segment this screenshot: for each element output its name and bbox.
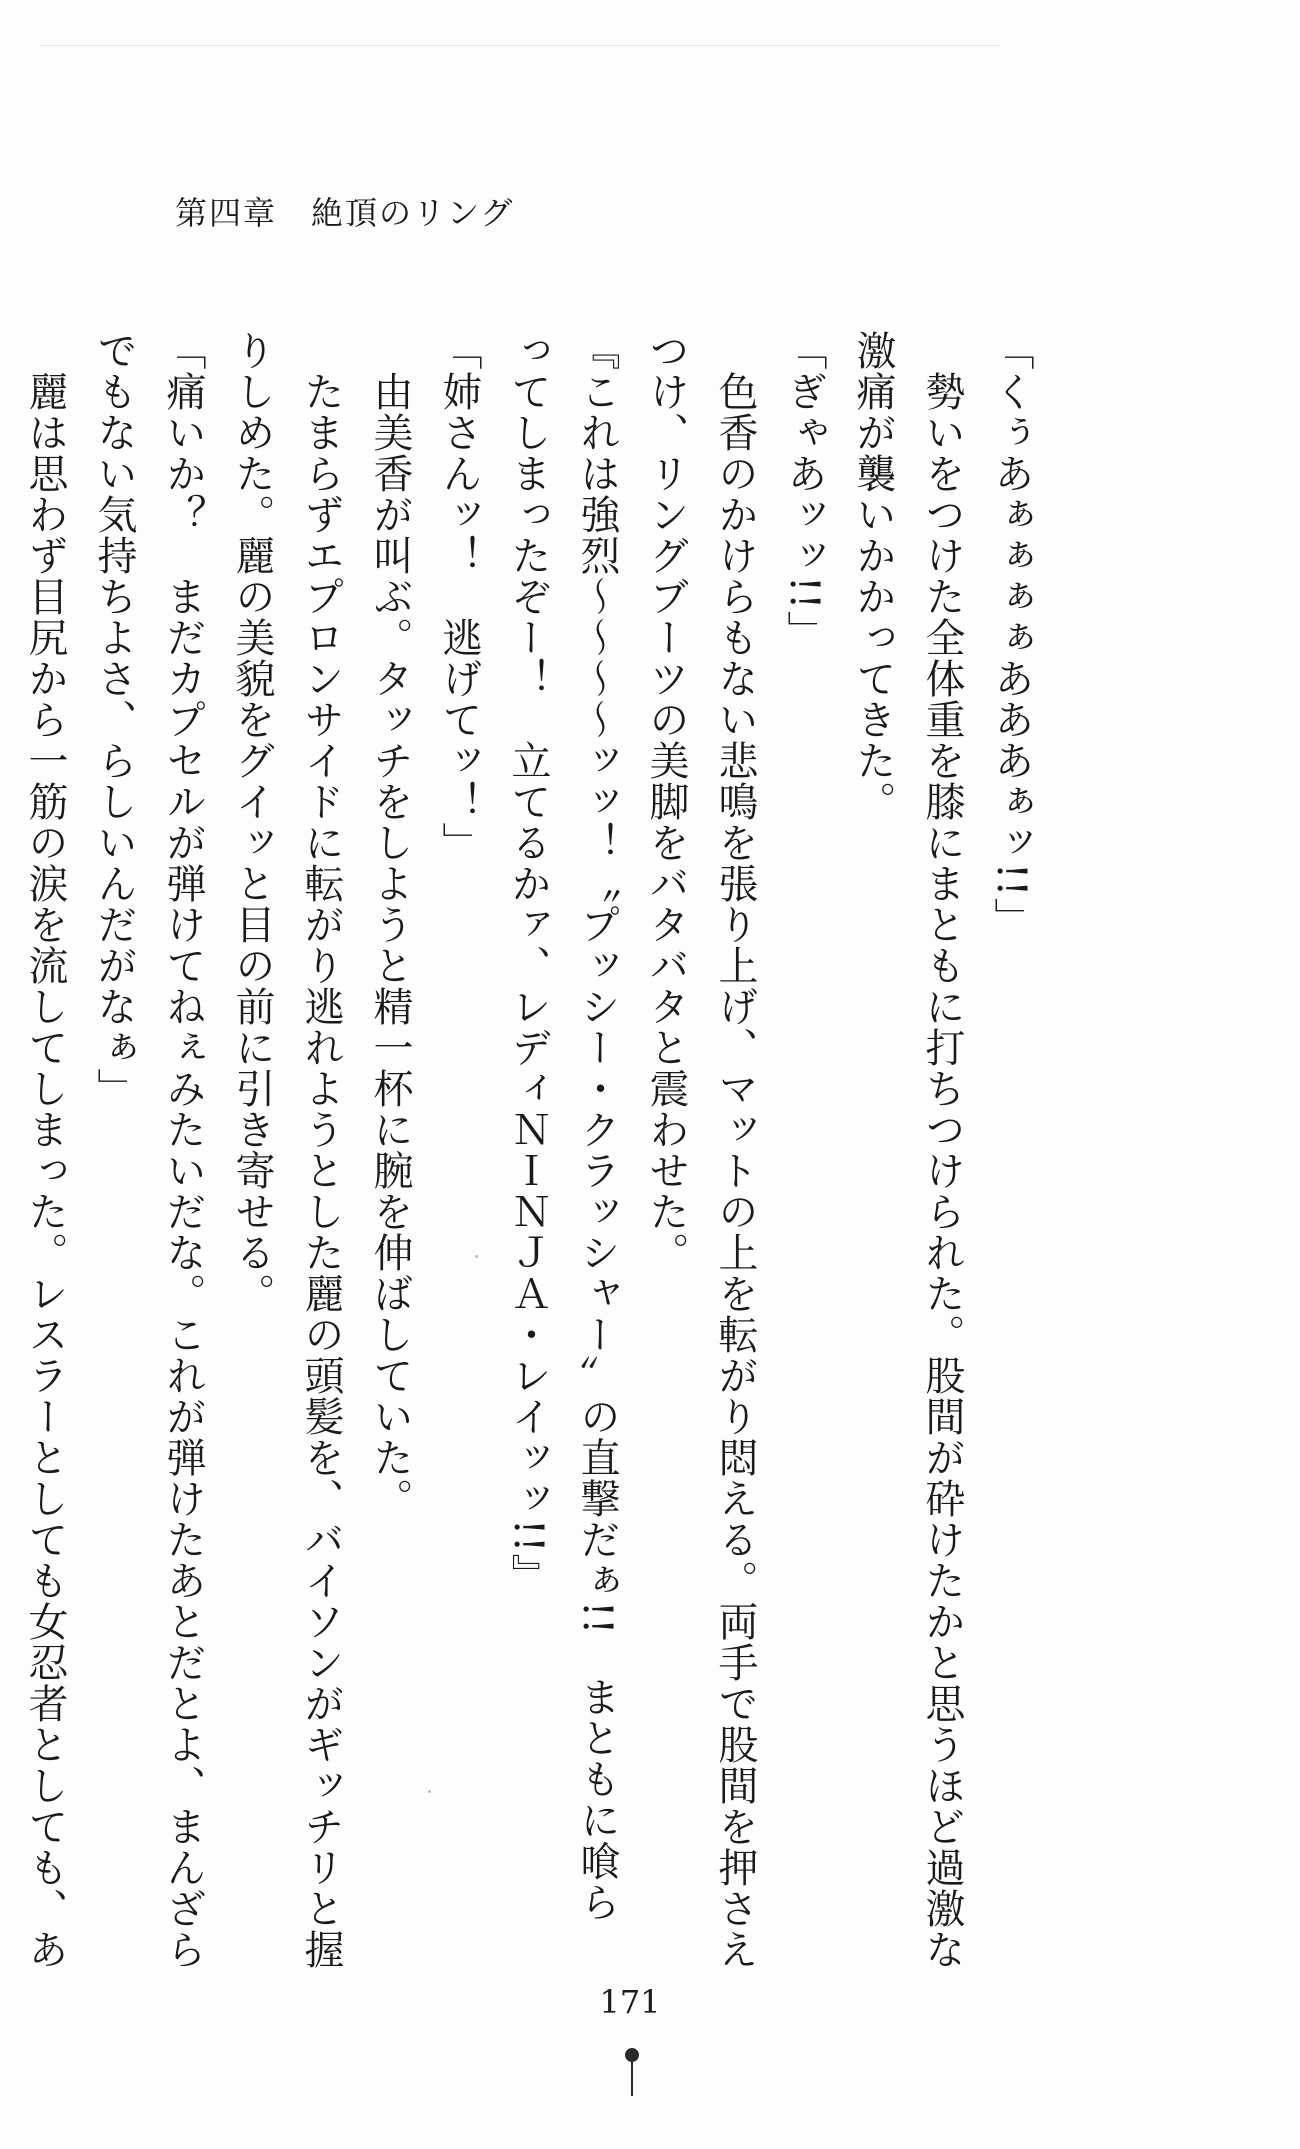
- scan-speck: [475, 1255, 478, 1258]
- text-line: 「痛いか？ まだカプセルが弾けてねぇみたいだな。これが弾けたあとだとよ、まんざら: [160, 330, 206, 1970]
- text-line: 麗は思わず目尻から一筋の涙を流してしまった。レスラーとしても女忍者としても、あ: [22, 330, 68, 1970]
- text-line: たまらずエプロンサイドに転がり逃れようとした麗の頭髪を、バイソンがギッチリと握: [298, 330, 344, 1970]
- text-line: りしめた。麗の美貌をグイッと目の前に引き寄せる。: [229, 330, 275, 1314]
- text-line: 色香のかけらもない悲鳴を張り上げ、マットの上を転がり悶える。両手で股間を押さえ: [712, 330, 758, 1970]
- text-line: [0, 330, 10, 1810]
- running-header: 第四章 絶頂のリング: [175, 194, 515, 232]
- vertical-body-text: [0, 330, 1045, 1970]
- text-line: ってしまったぞー！ 立てるかァ、レディＮＩＮＪＡ・レイッッ!!』: [505, 330, 551, 1595]
- pin-stem: [631, 2060, 633, 2096]
- page-number: 171: [599, 1983, 661, 2021]
- top-edge-rule: [40, 45, 1000, 46]
- text-line: でもない気持ちよさ、らしいんだがなぁ」: [91, 330, 137, 1109]
- text-line: つけ、リングブーツの美脚をバタバタと震わせた。: [643, 330, 689, 1273]
- text-line: 「姉さんッ！ 逃げてッ！」: [436, 330, 482, 863]
- scan-speck: [428, 1790, 431, 1793]
- text-line: 激痛が襲いかかってきた。: [850, 330, 896, 822]
- text-line: 「ぎゃあッッ!!」: [781, 330, 827, 652]
- text-line: 勢いをつけた全体重を膝にまともに打ちつけられた。股間が砕けたかと思うほど過激な: [919, 330, 965, 1970]
- text-line: 「くぅあぁぁぁぁあああぁッ!!」: [988, 330, 1034, 939]
- text-line: 由美香が叫ぶ。タッチをしようと精一杯に腕を伸ばしていた。: [367, 330, 413, 1519]
- text-line: 『これは強烈〜〜〜〜ッッ！〝プッシー・クラッシャー〟の直撃だぁ!! まともに喰ら: [574, 330, 620, 1923]
